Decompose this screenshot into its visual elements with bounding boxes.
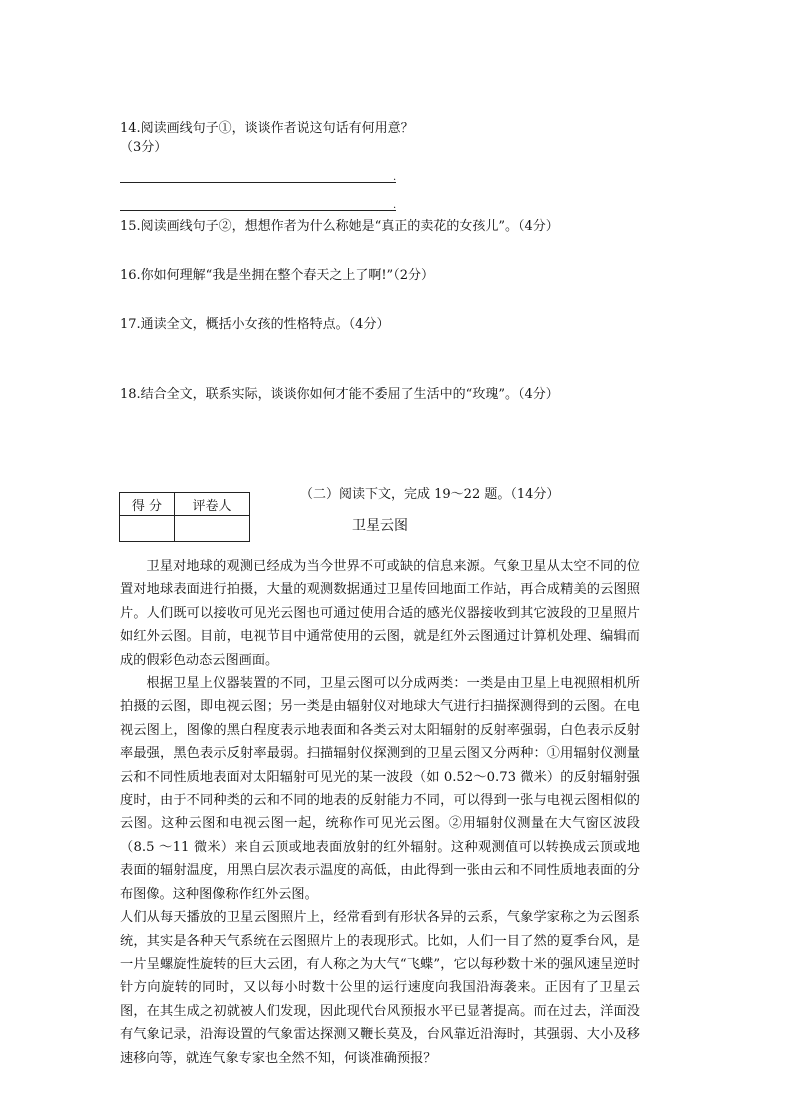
score-box [119, 492, 250, 542]
question-16: 16.你如何理解“我是坐拥在整个春天之上了啊!”（2分） [120, 268, 434, 283]
passage-title: 卫星云图 [352, 518, 408, 534]
passage-paragraph-1: 卫星对地球的观测已经成为当今世界不可或缺的信息来源。气象卫星从太空不同的位置对地球表面进行拍摄，大量的观测数据通过卫星传回地面工作站，再合成精美的云图照片。人们既可以接收可见光云图也可通过使用合适的感光仪器接收到其它波段的卫星照片如红外云图。目前，电视节目中通常使用的云图，就是红外云图通过计算机处理、编辑而成的假彩色动态云图画面。 [120, 559, 640, 668]
passage-paragraph-3: 人们从每天播放的卫星云图照片上，经常看到有形状各异的云系，气象学家称之为云图系统，其实是各种天气系统在云图照片上的表现形式。比如，人们一目了然的夏季台风，是一片呈螺旋性旋转的巨大云团，有人称之为大气“飞蝶”，它以每秒数十米的强风速呈逆时针方向旋转的同时，又以每小时数十公里的运行速度向我国沿海袭来。正因有了卫星云图，在其生成之初就被人们发现，因此现代台风预报水平已显著提高。而在过去，洋面没有气象记录，沿海设置的气象雷达探测又鞭长莫及，台风靠近沿海时，其强弱、大小及移速移向等，就连气象专家也全然不知，何谈准确预报？ [120, 910, 640, 1066]
passage [120, 555, 640, 1070]
answer-line-dot: . [393, 172, 397, 183]
question-14-points: （3分） [120, 140, 168, 155]
grader-label: 评卷人 [175, 493, 250, 516]
grader-cell[interactable] [175, 516, 250, 542]
answer-line-dot: . [393, 200, 397, 211]
answer-line [120, 210, 396, 211]
score-label: 得 分 [120, 493, 175, 516]
question-14: 14.阅读画线句子①，谈谈作者说这句话有何用意？ [120, 121, 414, 136]
question-18: 18.结合全文，联系实际，谈谈你如何才能不委屈了生活中的“玫瑰”。（4分） [120, 387, 559, 402]
question-17: 17.通读全文，概括小女孩的性格特点。（4分） [120, 317, 390, 332]
question-15: 15.阅读画线句子②，想想作者为什么称她是“真正的卖花的女孩儿”。（4分） [120, 219, 559, 234]
score-cell[interactable] [120, 516, 175, 542]
section-heading: （二）阅读下文，完成 19～22 题。（14分） [300, 487, 560, 502]
passage-paragraph-2: 根据卫星上仪器装置的不同，卫星云图可以分成两类：一类是由卫星上电视照相机所拍摄的云图，即电视云图；另一类是由辐射仪对地球大气进行扫描探测得到的云图。在电视云图上，图像的黑白程度表示地表面和各类云对太阳辐射的反射率强弱，白色表示反射率最强，黑色表示反射率最弱。扫描辐射仪探测到的卫星云图又分两种：①用辐射仪测量云和不同性质地表面对太阳辐射可见光的某一波段（如 0.52～0.73 微米）的反射辐射强度时，由于不同种类的云和不同的地表的反射能力不同，可以得到一张与电视云图相似的云图。这种云图和电视云图一起，统称作可见光云图。②用辐射仪测量在大气窗区波段（8.5 ～11 微米）来自云顶或地表面放射的红外辐射。这种观测值可以转换成云顶或地表面的辐射温度，用黑白层次表示温度的高低，由此得到一张由云和不同性质地表面的分布图像。这种图像称作红外云图。 [120, 676, 640, 902]
answer-line [120, 182, 396, 183]
